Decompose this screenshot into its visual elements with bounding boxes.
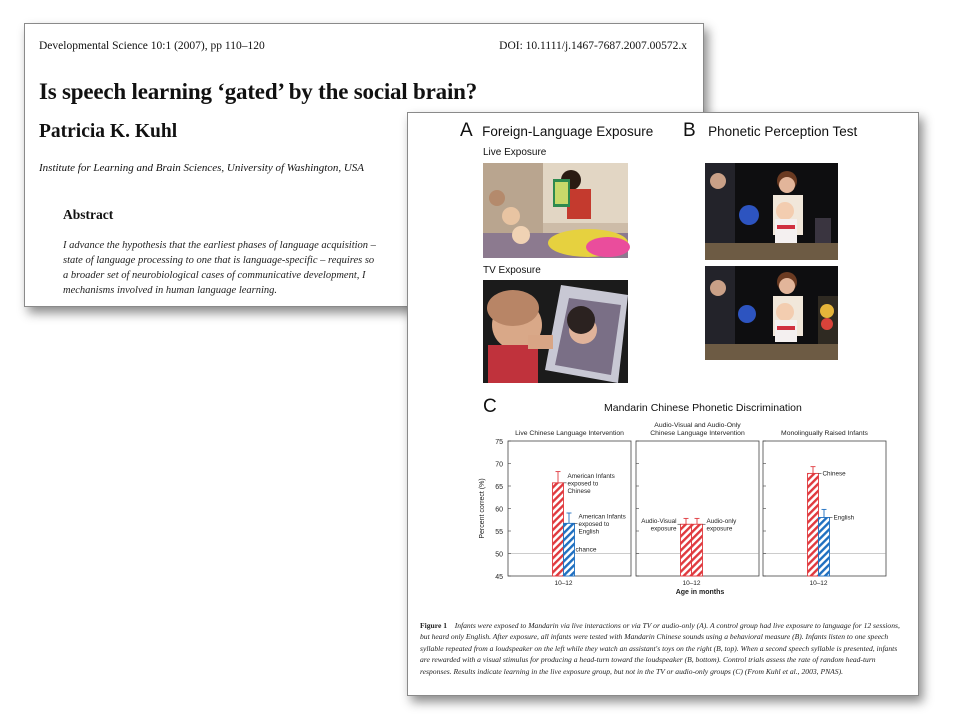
- panel-a-letter: A: [460, 120, 473, 141]
- y-tick-label: 75: [495, 439, 503, 446]
- x-category-label: 10–12: [809, 580, 828, 587]
- panel-title: Live Chinese Language Intervention: [515, 430, 624, 437]
- data-bar: [681, 524, 692, 576]
- y-axis-label: Percent correct (%): [479, 478, 486, 539]
- figure-caption: [420, 620, 908, 677]
- data-bar: [692, 524, 703, 576]
- journal-citation: Developmental Science 10:1 (2007), pp 110–120: [39, 40, 265, 52]
- bar-label: American Infants: [567, 472, 615, 480]
- figure-caption-label: Figure 1: [420, 621, 448, 630]
- y-tick-label: 50: [495, 551, 503, 559]
- bar-label: exposed to: [567, 480, 599, 488]
- chance-label: chance: [575, 546, 597, 554]
- panel-b-title: Phonetic Perception Test: [708, 124, 858, 139]
- abstract-line: a broader set of neurobiological cases of communicative development, I: [63, 270, 366, 281]
- x-category-label: 10–12: [682, 580, 701, 587]
- tv-exposure-photo: [483, 280, 628, 383]
- data-bar: [553, 483, 564, 576]
- y-tick-label: 65: [495, 484, 503, 491]
- perception-test-photo-bottom: [705, 266, 838, 360]
- author-affiliation: Institute for Learning and Brain Sciences, University of Washington, USA: [39, 162, 364, 174]
- panel-b-letter: B: [683, 120, 696, 141]
- panel-title: Monolingually Raised Infants: [781, 430, 868, 437]
- live-exposure-photo: [483, 163, 628, 258]
- bar-label: exposure: [650, 525, 677, 533]
- bar-label: Audio-only: [706, 517, 737, 525]
- bar-label: English: [833, 514, 855, 522]
- y-tick-label: 60: [495, 506, 503, 514]
- bar-label: exposed to: [578, 520, 610, 528]
- panel-c-letter: C: [483, 396, 497, 417]
- y-tick-label: 45: [495, 574, 503, 581]
- abstract-line: I advance the hypothesis that the earliest phases of language acquisition –: [63, 240, 376, 251]
- figure-caption-text: Infants were exposed to Mandarin via live interactions or via TV or audio-only (A). A control group had live exposure to language for 12 sessions, but heard only English. After exposure, all infants were tested with Mandarin Chinese sounds using a behavioral measure (B). Infants listen to one speech syllable repeated from a loudspeaker on the left while they watch an assistant's toys on the right (B, top). When a second speech syllable is presented, infants are rewarded with a visual stimulus for producing a head-turn toward the loudspeaker (B, bottom). Control trials assess the rate of random head-turn responses. Results indicate learning in the live exposure group, but not in the TV or audio-only groups (C) (From Kuhl et al., 2003, PNAS).: [420, 621, 900, 676]
- paper-title: Is speech learning ‘gated’ by the social brain?: [39, 79, 478, 104]
- bar-label: Chinese: [567, 487, 591, 495]
- perception-test-photo-top: [705, 163, 838, 260]
- panel-title: Audio-Visual and Audio-Only: [654, 422, 741, 429]
- panel-b-header: [683, 120, 857, 142]
- panel-c-title: Mandarin Chinese Phonetic Discrimination: [604, 402, 802, 414]
- data-bar: [808, 473, 819, 576]
- paper-figure-page: [407, 112, 919, 696]
- doi: DOI: 10.1111/j.1467-7687.2007.00572.x: [499, 40, 687, 52]
- y-tick-label: 70: [495, 461, 503, 469]
- bar-chart: [448, 422, 913, 608]
- bar-label: American Infants: [578, 513, 626, 521]
- data-bar: [564, 523, 575, 576]
- live-exposure-label: Live Exposure: [483, 147, 547, 158]
- panel-a-header: [460, 120, 653, 142]
- x-category-label: 10–12: [554, 580, 573, 587]
- tv-exposure-label: TV Exposure: [483, 265, 541, 276]
- abstract-line: state of language processing to one that is language-specific – requires so: [63, 255, 375, 266]
- author-name: Patricia K. Kuhl: [39, 121, 178, 142]
- panel-c-chart: [448, 422, 913, 608]
- abstract-line: mechanisms involved in human language learning.: [63, 285, 278, 296]
- y-tick-label: 55: [495, 529, 503, 536]
- abstract-heading: Abstract: [63, 207, 114, 222]
- bar-label: Audio-Visual: [641, 517, 677, 525]
- panel-title: Chinese Language Intervention: [650, 430, 745, 437]
- bar-label: exposure: [706, 525, 733, 533]
- bar-label: English: [578, 528, 600, 536]
- bar-label: Chinese: [822, 470, 846, 478]
- data-bar: [819, 518, 830, 577]
- x-axis-label: Age in months: [675, 589, 725, 596]
- panel-a-title: Foreign-Language Exposure: [482, 124, 654, 139]
- panel-c-letter-wrap: [483, 396, 497, 418]
